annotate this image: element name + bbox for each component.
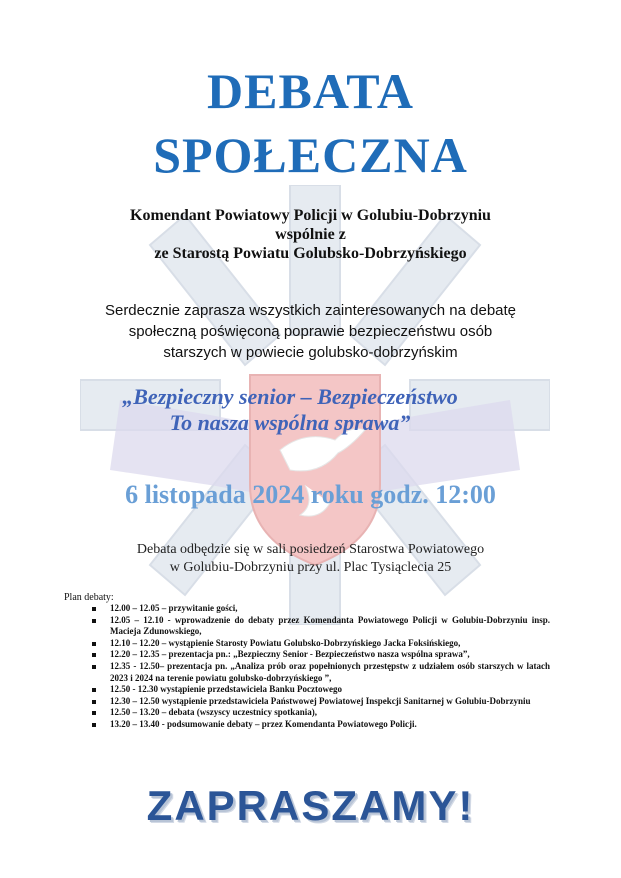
plan-item — [92, 684, 550, 696]
bullet-icon — [92, 653, 96, 657]
plan-item — [92, 649, 550, 661]
organizer-line: wspólnie z — [275, 226, 346, 243]
plan-item-text: 12.20 – 12.35 – prezentacja pn.: „Bezpieczny Senior - Bezpieczeństwo nasza wspólna sprawa”, — [110, 649, 470, 660]
plan-label: Plan debaty: — [64, 592, 114, 603]
plan-item-text: 12.50 - 12.30 wystąpienie przedstawiciela Banku Pocztowego — [110, 684, 342, 695]
plan-item — [92, 719, 550, 731]
plan-item-text: 12.00 – 12.05 – przywitanie gości, — [110, 603, 238, 613]
plan-item — [92, 696, 550, 708]
plan-list — [92, 603, 550, 731]
call-to-action: ZAPRASZAMY! — [146, 782, 475, 829]
plan-item-text: 12.10 – 12.20 – wystąpienie Starosty Powiatu Golubsko-Dobrzyńskiego Jacka Foksińskiego, — [110, 637, 461, 648]
organizer-block — [0, 206, 621, 263]
plan-item — [92, 638, 550, 650]
venue-line: Debata odbędzie się w sali posiedzeń Starostwa Powiatowego — [136, 542, 485, 557]
plan-item-text: 12.05 – 12.10 - wprowadzenie do debaty przez Komendanta Powiatowego Policji w Golubiu-Dobrzyniu insp. Macieja Zdunowskiego, — [110, 614, 550, 637]
plan-item — [92, 615, 550, 638]
event-date: 6 listopada 2024 roku godz. 12:00 — [125, 480, 496, 509]
plan-item-text: 12.30 – 12.50 wystąpienie przedstawiciela Państwowej Powiatowej Inspekcji Sanitarnej w Golubiu-Dobrzyniu — [110, 695, 531, 706]
invitation-line: Serdecznie zaprasza wszystkich zainteresowanych na debatę — [104, 302, 517, 319]
venue — [0, 541, 621, 577]
organizer-line: Komendant Powiatowy Policji w Golubiu-Dobrzyniu — [130, 207, 491, 224]
plan-item — [92, 661, 550, 684]
organizer-line: ze Starostą Powiatu Golubsko-Dobrzyńskiego — [154, 245, 467, 262]
bullet-icon — [92, 619, 96, 623]
plan-item-text: 13.20 – 13.40 - podsumowanie debaty – przez Komendanta Powiatowego Policji. — [110, 718, 417, 729]
motto-line: To nasza wspólna sprawa” — [169, 410, 411, 435]
bullet-icon — [92, 700, 96, 704]
invitation-line: starszych w powiecie golubsko-dobrzyńskim — [163, 344, 458, 361]
bullet-icon — [92, 642, 96, 646]
bullet-icon — [92, 688, 96, 692]
plan-item — [92, 603, 550, 615]
bullet-icon — [92, 665, 96, 669]
motto-line: „Bezpieczny senior – Bezpieczeństwo — [122, 384, 458, 409]
invitation-line: społeczną poświęconą poprawie bezpieczeństwu osób — [128, 323, 493, 340]
plan-item — [92, 707, 550, 719]
plan-item-text: 12.35 - 12.50– prezentacja pn. „Analiza prób oraz popełnionych przestępstw z udziałem osób starszych w latach 2023 i 2024 na terenie powiatu golubsko-dobrzyńskiego ”, — [110, 660, 550, 683]
venue-line: w Golubiu-Dobrzyniu przy ul. Plac Tysiąclecia 25 — [169, 560, 452, 575]
bullet-icon — [92, 607, 96, 611]
title-line-1: DEBATA — [207, 63, 414, 119]
invitation-text — [40, 300, 581, 363]
title-line-2: SPOŁECZNA — [153, 127, 468, 183]
motto — [0, 384, 580, 436]
bullet-icon — [92, 711, 96, 715]
bullet-icon — [92, 723, 96, 727]
plan-item-text: 12.50 – 13.20 – debata (wszyscy uczestnicy spotkania), — [110, 707, 317, 718]
